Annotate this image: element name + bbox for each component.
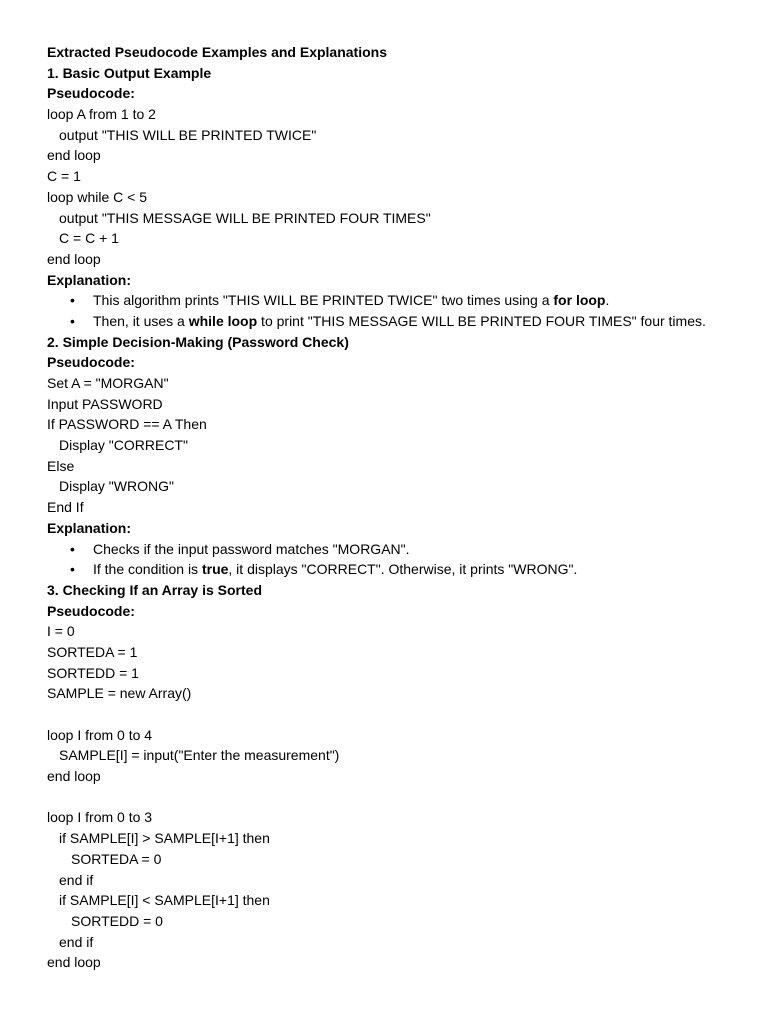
code-line: loop while C < 5 [47,188,148,205]
bullet-text: Then, it uses a [93,312,189,329]
bullet-text: This algorithm prints "THIS WILL BE PRINTED TWICE" two times using a [93,292,554,309]
code-line: C = C + 1 [59,230,119,247]
code-line: output "THIS MESSAGE WILL BE PRINTED FOUR TIMES" [59,209,431,226]
code-line: Display "CORRECT" [59,437,188,454]
pseudocode-label: Pseudocode: [47,354,135,371]
code-line: end loop [47,768,101,785]
code-line: C = 1 [47,168,81,185]
blank-line [47,704,747,725]
pseudocode-label: Pseudocode: [47,602,135,619]
bullet-dot: • [70,312,75,329]
code-line: Input PASSWORD [47,395,163,412]
code-line: SORTEDA = 1 [47,643,138,660]
code-line: loop I from 0 to 4 [47,726,153,743]
blank-line [47,787,747,808]
code-line: end if [59,871,94,888]
code-line: Else [47,457,75,474]
pseudocode-label: Pseudocode: [47,85,135,102]
code-line: end loop [47,250,101,267]
bullet-item [47,539,747,560]
document-page [47,42,747,973]
code-line: if SAMPLE[I] < SAMPLE[I+1] then [59,892,270,909]
bullet-text: to print "THIS MESSAGE WILL BE PRINTED FOUR TIMES" four times. [257,312,706,329]
code-line: if SAMPLE[I] > SAMPLE[I+1] then [59,830,270,847]
code-line: End If [47,499,84,516]
bullet-text: , it displays "CORRECT". Otherwise, it prints "WRONG". [228,561,578,578]
section-2-heading: 2. Simple Decision-Making (Password Check) [47,333,349,350]
bullet-dot: • [70,292,75,309]
code-line: SORTEDA = 0 [71,850,162,867]
bullet-text: . [605,292,610,309]
code-line: end if [59,933,94,950]
bullet-item [47,290,747,311]
explanation-label: Explanation: [47,519,132,536]
code-line: SORTEDD = 1 [47,664,139,681]
code-line: SAMPLE = new Array() [47,685,192,702]
section-3-heading: 3. Checking If an Array is Sorted [47,581,262,598]
code-line: end loop [47,954,101,971]
code-line: SAMPLE[I] = input("Enter the measurement") [59,747,340,764]
explanation-label: Explanation: [47,271,132,288]
code-line: loop A from 1 to 2 [47,106,156,123]
bullet-text: Checks if the input password matches "MORGAN". [93,540,410,557]
code-line: loop I from 0 to 3 [47,809,153,826]
bullet-item [47,311,747,332]
bullet-bold-text: for loop [553,292,606,309]
code-line: SORTEDD = 0 [71,912,163,929]
section-1-heading: 1. Basic Output Example [47,64,212,81]
bullet-bold-text: while loop [188,312,258,329]
bullet-text: If the condition is [93,561,202,578]
bullet-dot: • [70,561,75,578]
code-line: If PASSWORD == A Then [47,416,207,433]
code-line: end loop [47,147,101,164]
code-line: Set A = "MORGAN" [47,375,169,391]
code-line: Display "WRONG" [59,478,174,495]
code-line: output "THIS WILL BE PRINTED TWICE" [59,126,317,143]
code-line: I = 0 [47,623,75,640]
bullet-bold-text: true [201,561,229,578]
bullet-item [47,559,747,580]
bullet-dot: • [70,540,75,557]
document-title: Extracted Pseudocode Examples and Explanations [47,44,387,60]
